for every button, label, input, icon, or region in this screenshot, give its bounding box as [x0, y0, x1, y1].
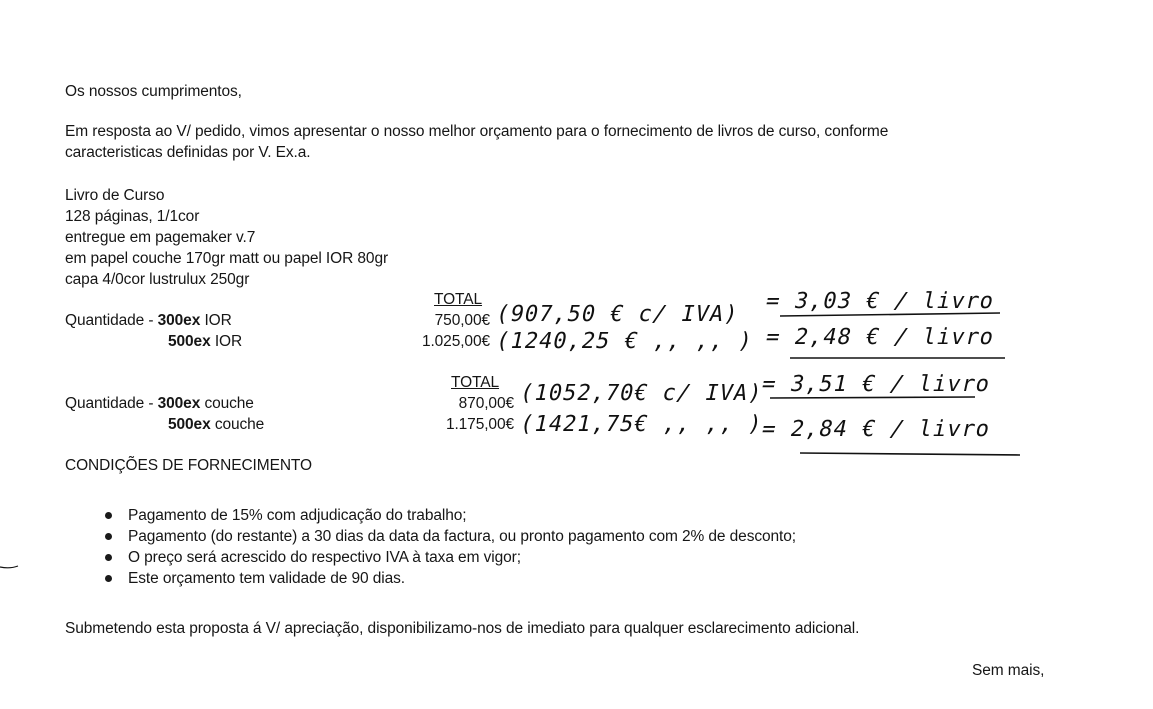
handwritten-note-ior-500: (1240,25 € ,, ,, ): [493, 329, 756, 354]
sign-off: Sem mais,: [972, 662, 1045, 679]
total-header-couche: TOTAL: [451, 374, 500, 391]
quantity-value: 300ex: [157, 312, 201, 329]
paper-type: couche: [210, 416, 265, 433]
handwritten-note-ior-300: (907,50 € c/ IVA): [493, 302, 741, 327]
condition-item-2: Pagamento (do restante) a 30 dias da data da factura, ou pronto pagamento com 2% de desconto;: [128, 528, 796, 545]
spec-format: entregue em pagemaker v.7: [65, 229, 256, 246]
condition-item-1: Pagamento de 15% com adjudicação do trabalho;: [128, 507, 467, 524]
handwritten-note-couche-300: (1052,70€ c/ IVA): [517, 381, 765, 406]
total-couche-300: 870,00€: [458, 395, 514, 412]
total-couche-500: 1.175,00€: [445, 416, 514, 433]
total-ior-500: 1.025,00€: [421, 333, 490, 350]
spec-title: Livro de Curso: [65, 187, 165, 204]
quantity-row-ior-300: [65, 310, 232, 331]
spec-pages: 128 páginas, 1/1cor: [65, 208, 200, 225]
closing-paragraph: Submetendo esta proposta á V/ apreciação, disponibilizamo-nos de imediato para qualquer esclarecimento adicional.: [65, 620, 860, 637]
quantity-label: Quantidade -: [65, 312, 158, 329]
handwritten-per-book-couche-500: = 2,84 € / livro: [759, 417, 993, 442]
bullet-icon: [105, 575, 112, 582]
bullet-icon: [105, 512, 112, 519]
handwritten-per-book-ior-500: = 2,48 € / livro: [763, 325, 997, 350]
bullet-icon: [105, 554, 112, 561]
quantity-value: 500ex: [168, 333, 211, 350]
handwritten-per-book-couche-300: = 3,51 € / livro: [759, 372, 993, 397]
conditions-title: CONDIÇÕES DE FORNECIMENTO: [65, 457, 312, 474]
quantity-value: 300ex: [157, 395, 201, 412]
bullet-icon: [105, 533, 112, 540]
intro-line-2: caracteristicas definidas por V. Ex.a.: [65, 144, 311, 161]
handwritten-per-book-ior-300: = 3,03 € / livro: [763, 289, 997, 314]
condition-item-4: Este orçamento tem validade de 90 dias.: [128, 570, 405, 587]
total-header-ior: TOTAL: [434, 291, 483, 308]
total-ior-300: 750,00€: [434, 312, 490, 329]
quantity-label: Quantidade -: [65, 395, 158, 412]
quantity-row-ior-500: [168, 331, 242, 352]
quantity-value: 500ex: [168, 416, 211, 433]
quantity-row-couche-500: [168, 414, 264, 435]
paper-type: IOR: [210, 333, 243, 350]
spec-paper: em papel couche 170gr matt ou papel IOR 80gr: [65, 250, 389, 267]
intro-line-1: Em resposta ao V/ pedido, vimos apresentar o nosso melhor orçamento para o fornecimento de livros de curso, conforme: [65, 123, 889, 140]
condition-item-3: O preço será acrescido do respectivo IVA à taxa em vigor;: [128, 549, 521, 566]
handwritten-note-couche-500: (1421,75€ ,, ,, ): [517, 412, 765, 437]
paper-type: IOR: [200, 312, 232, 329]
spec-cover: capa 4/0cor lustrulux 250gr: [65, 271, 250, 288]
greeting: Os nossos cumprimentos,: [65, 83, 242, 100]
paper-type: couche: [200, 395, 254, 412]
quantity-row-couche-300: [65, 393, 254, 414]
